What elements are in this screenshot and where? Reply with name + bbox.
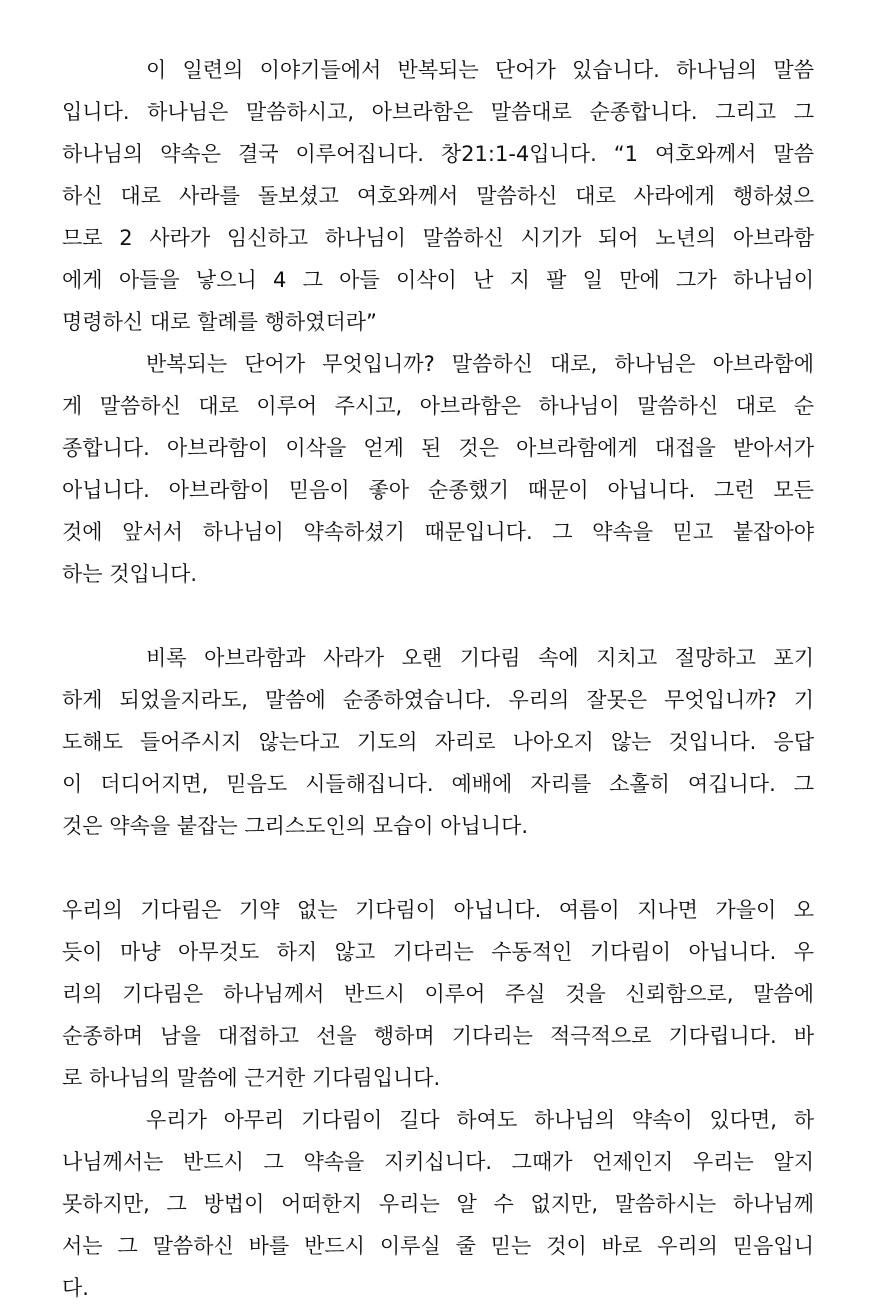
text-line: 도해도 들어주시지 않는다고 기도의 자리로 나아오지 않는 것입니다. 응답	[62, 730, 814, 754]
text-line: 다.	[62, 1276, 89, 1300]
text-line: 하게 되었을지라도, 말씀에 순종하였습니다. 우리의 잘못은 무엇입니까? 기	[62, 688, 814, 712]
text-line: 것에 앞서서 하나님이 약속하셨기 때문입니다. 그 약속을 믿고 붙잡아야	[62, 520, 814, 544]
text-line: 우리의 기다림은 기약 없는 기다림이 아닙니다. 여름이 지나면 가을이 오	[62, 898, 814, 922]
text-line: 이 더디어지면, 믿음도 시들해집니다. 예배에 자리를 소홀히 여깁니다. 그	[62, 772, 814, 796]
text-line: 나님께서는 반드시 그 약속을 지키십니다. 그때가 언제인지 우리는 알지	[62, 1150, 814, 1174]
text-line: 반복되는 단어가 무엇입니까? 말씀하신 대로, 하나님은 아브라함에	[146, 352, 814, 376]
text-line: 아닙니다. 아브라함이 믿음이 좋아 순종했기 때문이 아닙니다. 그런 모든	[62, 478, 814, 502]
text-line: 로 하나님의 말씀에 근거한 기다림입니다.	[62, 1066, 441, 1090]
paragraph-3	[62, 637, 814, 847]
text-line: 듯이 마냥 아무것도 하지 않고 기다리는 수동적인 기다림이 아닙니다. 우	[62, 940, 814, 964]
paragraph-4	[62, 889, 814, 1099]
text-line: 이 일련의 이야기들에서 반복되는 단어가 있습니다. 하나님의 말씀	[146, 58, 814, 82]
text-line: 므로 2 사라가 임신하고 하나님이 말씀하신 시기가 되어 노년의 아브라함	[62, 226, 814, 250]
paragraph-gap	[62, 847, 814, 889]
text-line: 에게 아들을 낳으니 4 그 아들 이삭이 난 지 팔 일 만에 그가 하나님이	[62, 268, 814, 292]
text-line: 리의 기다림은 하나님께서 반드시 이루어 주실 것을 신뢰함으로, 말씀에	[62, 982, 814, 1006]
text-line: 비록 아브라함과 사라가 오랜 기다림 속에 지치고 절망하고 포기	[146, 646, 814, 670]
text-line: 하는 것입니다.	[62, 562, 198, 586]
text-line: 우리가 아무리 기다림이 길다 하여도 하나님의 약속이 있다면, 하	[146, 1108, 814, 1132]
text-line: 것은 약속을 붙잡는 그리스도인의 모습이 아닙니다.	[62, 814, 529, 838]
paragraph-2	[62, 343, 814, 595]
paragraph-5	[62, 1099, 814, 1309]
text-line: 서는 그 말씀하신 바를 반드시 이루실 줄 믿는 것이 바로 우리의 믿음입니	[62, 1234, 814, 1258]
text-line: 하나님의 약속은 결국 이루어집니다. 창21:1-4입니다. “1 여호와께서 말씀	[62, 142, 814, 166]
document-page	[62, 49, 814, 1309]
paragraph-gap	[62, 595, 814, 637]
text-line: 명령하신 대로 할례를 행하였더라”	[62, 310, 377, 334]
text-line: 입니다. 하나님은 말씀하시고, 아브라함은 말씀대로 순종합니다. 그리고 그	[62, 100, 814, 124]
text-line: 못하지만, 그 방법이 어떠한지 우리는 알 수 없지만, 말씀하시는 하나님께	[62, 1192, 814, 1216]
paragraph-1	[62, 49, 814, 343]
text-line: 게 말씀하신 대로 이루어 주시고, 아브라함은 하나님이 말씀하신 대로 순	[62, 394, 814, 418]
text-line: 순종하며 남을 대접하고 선을 행하며 기다리는 적극적으로 기다립니다. 바	[62, 1024, 814, 1048]
text-line: 종합니다. 아브라함이 이삭을 얻게 된 것은 아브라함에게 대접을 받아서가	[62, 436, 814, 460]
text-line: 하신 대로 사라를 돌보셨고 여호와께서 말씀하신 대로 사라에게 행하셨으	[62, 184, 814, 208]
